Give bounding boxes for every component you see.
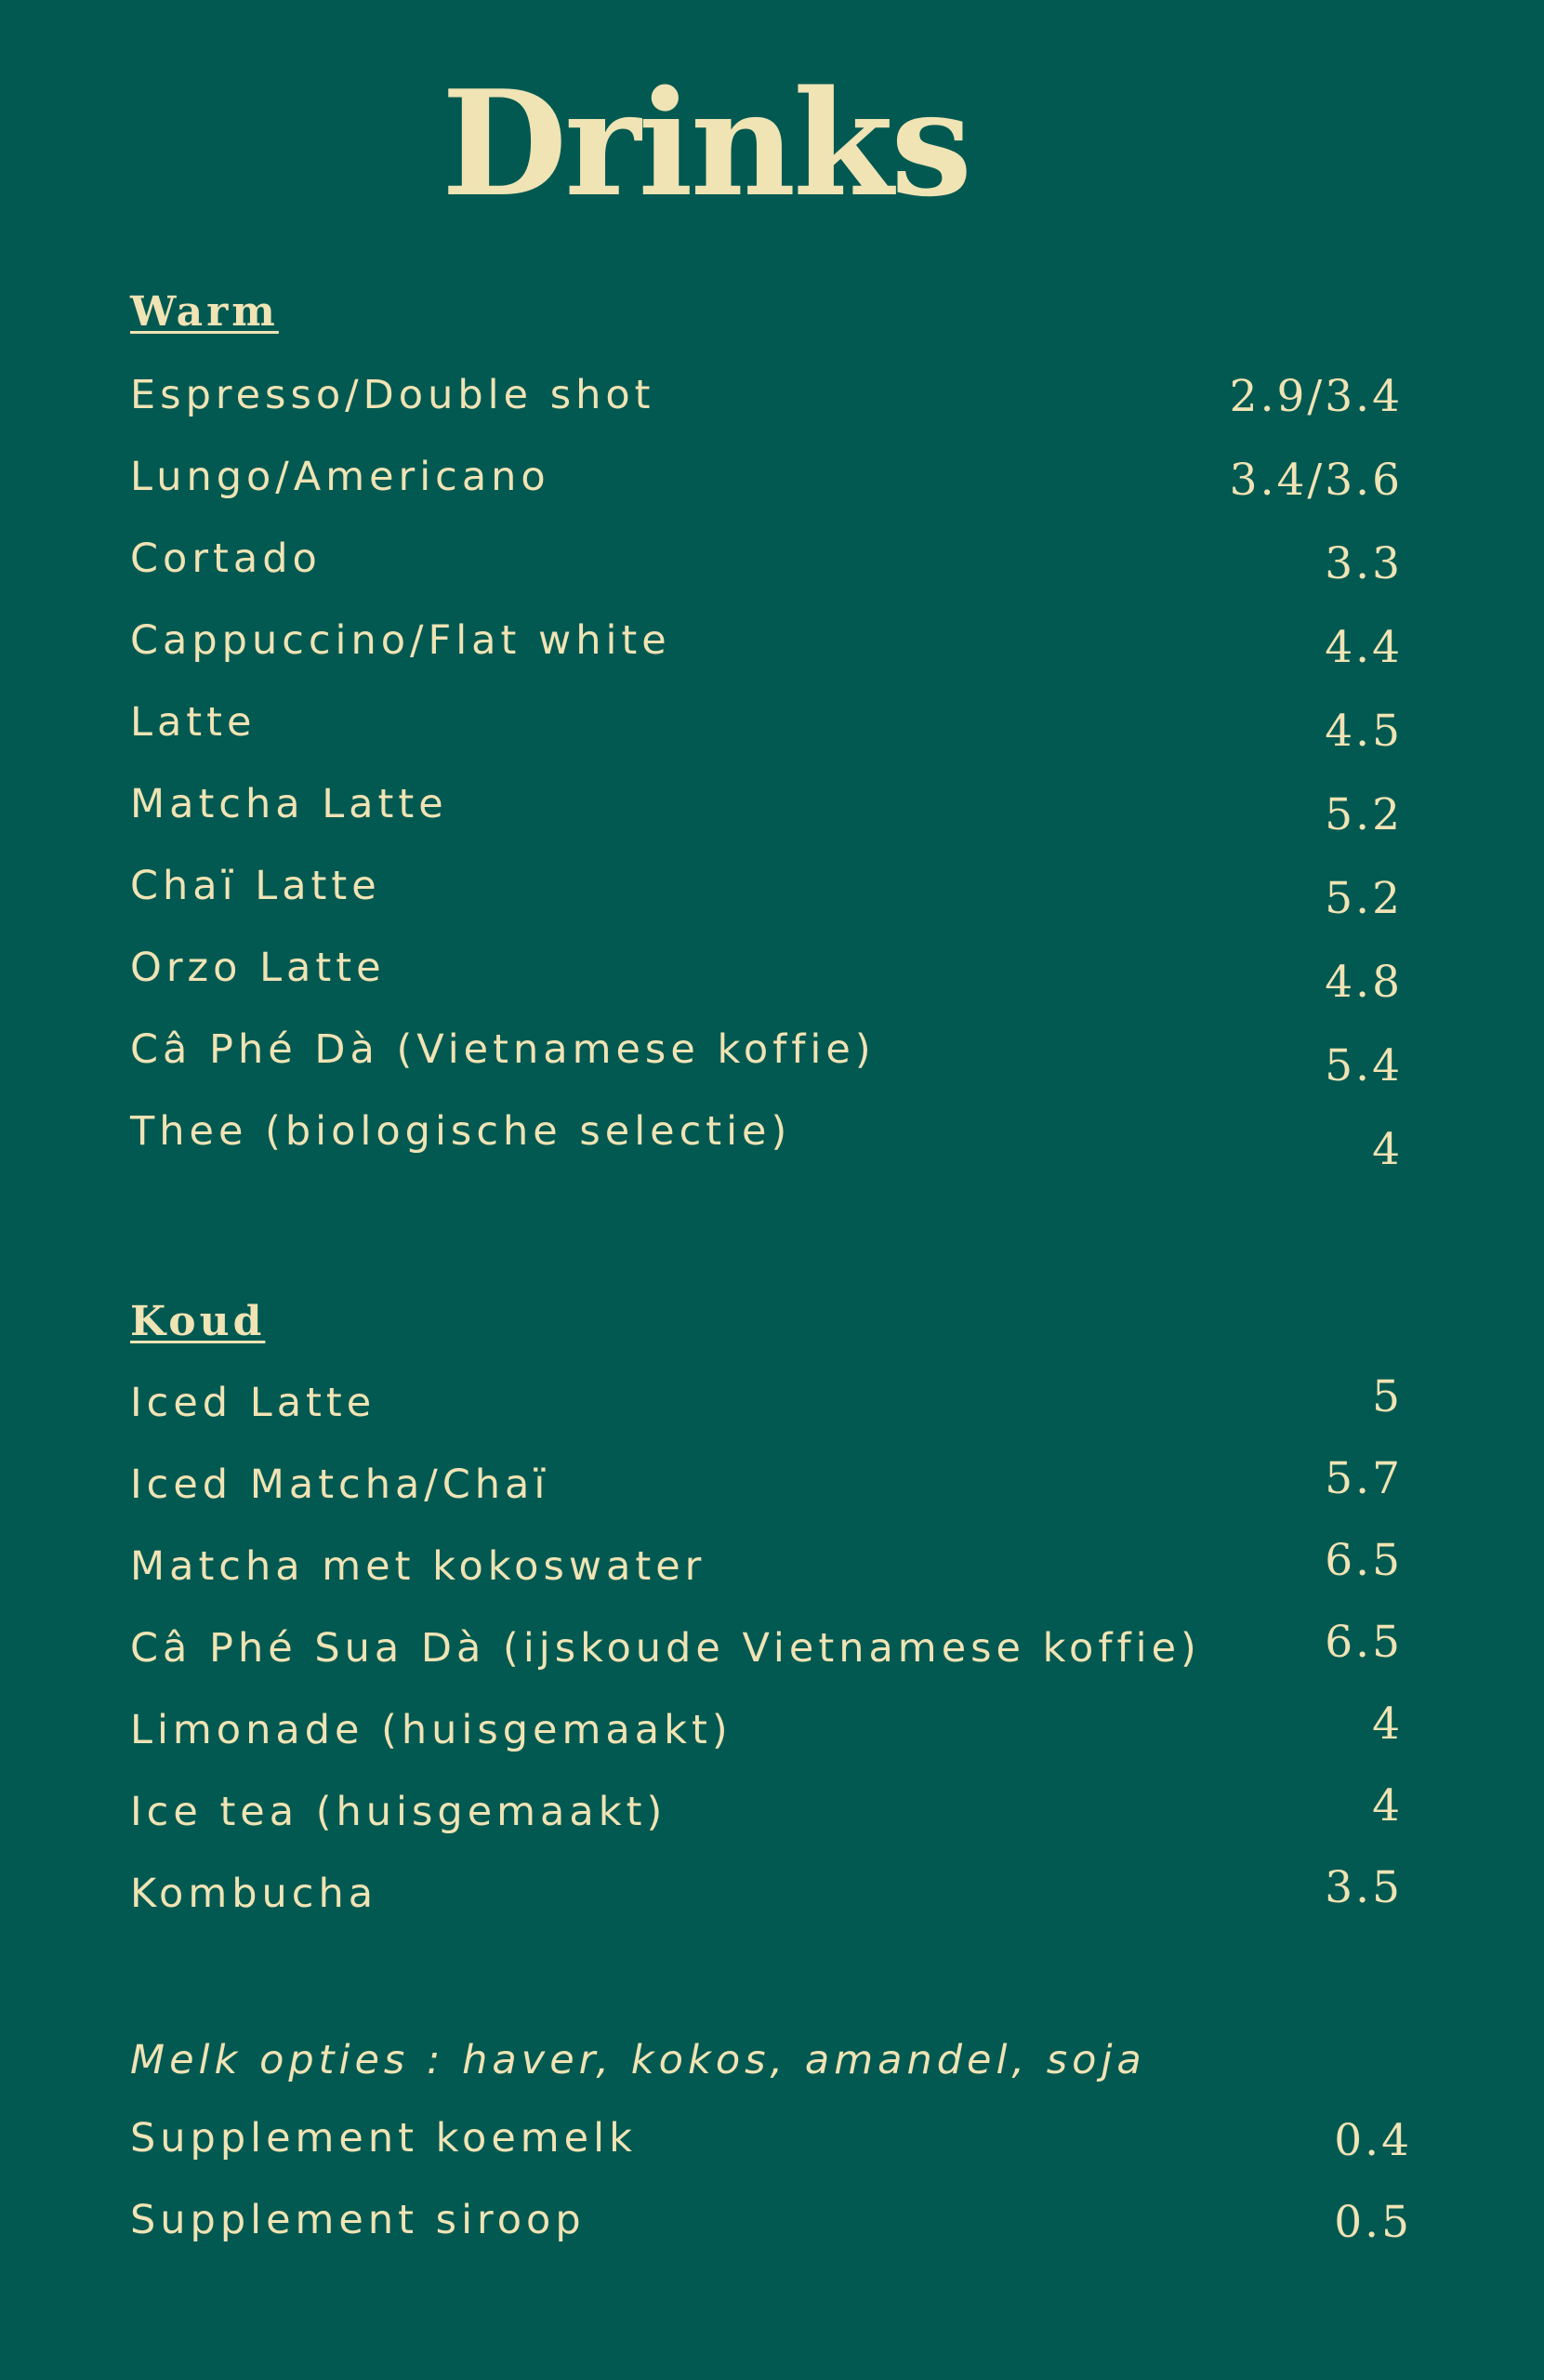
menu-item-price: 4 bbox=[1372, 1699, 1403, 1750]
menu-item-name: Iced Matcha/Chaï bbox=[130, 1461, 550, 1508]
menu-item-price: 5.4 bbox=[1325, 1040, 1403, 1091]
menu-item-price: 5.2 bbox=[1325, 873, 1403, 924]
supplement-item-name: Supplement koemelk bbox=[130, 2115, 637, 2162]
menu-item-price: 6.5 bbox=[1325, 1535, 1403, 1586]
menu-item-name: Kombucha bbox=[130, 1871, 378, 1917]
menu-item-price: 4 bbox=[1372, 1124, 1403, 1175]
menu-item-price: 3.4/3.6 bbox=[1229, 455, 1403, 506]
menu-item-price: 3.5 bbox=[1325, 1862, 1403, 1913]
supplement-item-price: 0.4 bbox=[1334, 2115, 1412, 2166]
menu-item-name: Thee (biologische selectie) bbox=[130, 1108, 792, 1155]
menu-item-name: Lungo/Americano bbox=[130, 454, 550, 500]
menu-item-name: Iced Latte bbox=[130, 1380, 376, 1426]
supplement-item-price: 0.5 bbox=[1334, 2197, 1412, 2248]
menu-item-name: Câ Phé Sua Dà (ijskoude Vietnamese koffie) bbox=[130, 1625, 1201, 1672]
menu-item-price: 4.5 bbox=[1325, 706, 1403, 757]
menu-item-name: Espresso/Double shot bbox=[130, 372, 655, 418]
menu-item-price: 4.4 bbox=[1325, 622, 1403, 673]
menu-item-name: Câ Phé Dà (Vietnamese koffie) bbox=[130, 1026, 876, 1073]
milk-options-note: Melk opties : haver, kokos, amandel, soja bbox=[130, 2037, 1146, 2083]
section-heading-koud: Koud bbox=[130, 1298, 266, 1345]
menu-item-price: 4 bbox=[1372, 1780, 1403, 1831]
menu-item-price: 3.3 bbox=[1325, 538, 1403, 589]
menu-item-name: Orzo Latte bbox=[130, 945, 386, 991]
menu-item-name: Ice tea (huisgemaakt) bbox=[130, 1789, 667, 1835]
menu-item-price: 6.5 bbox=[1325, 1617, 1403, 1668]
menu-title: Drinks bbox=[441, 59, 970, 229]
menu-item-name: Limonade (huisgemaakt) bbox=[130, 1707, 732, 1753]
menu-item-name: Matcha Latte bbox=[130, 781, 448, 827]
menu-item-price: 5.7 bbox=[1325, 1453, 1403, 1504]
menu-item-price: 4.8 bbox=[1325, 957, 1403, 1008]
menu-item-price: 5.2 bbox=[1325, 789, 1403, 840]
menu-item-price: 2.9/3.4 bbox=[1229, 371, 1403, 422]
menu-item-name: Latte bbox=[130, 699, 257, 746]
supplement-item-name: Supplement siroop bbox=[130, 2197, 586, 2243]
menu-item-name: Cappuccino/Flat white bbox=[130, 617, 671, 664]
menu-item-price: 5 bbox=[1372, 1371, 1403, 1422]
menu-item-name: Matcha met kokoswater bbox=[130, 1543, 706, 1590]
menu-item-name: Cortado bbox=[130, 536, 322, 582]
menu-item-name: Chaï Latte bbox=[130, 863, 381, 909]
section-heading-warm: Warm bbox=[130, 288, 279, 336]
